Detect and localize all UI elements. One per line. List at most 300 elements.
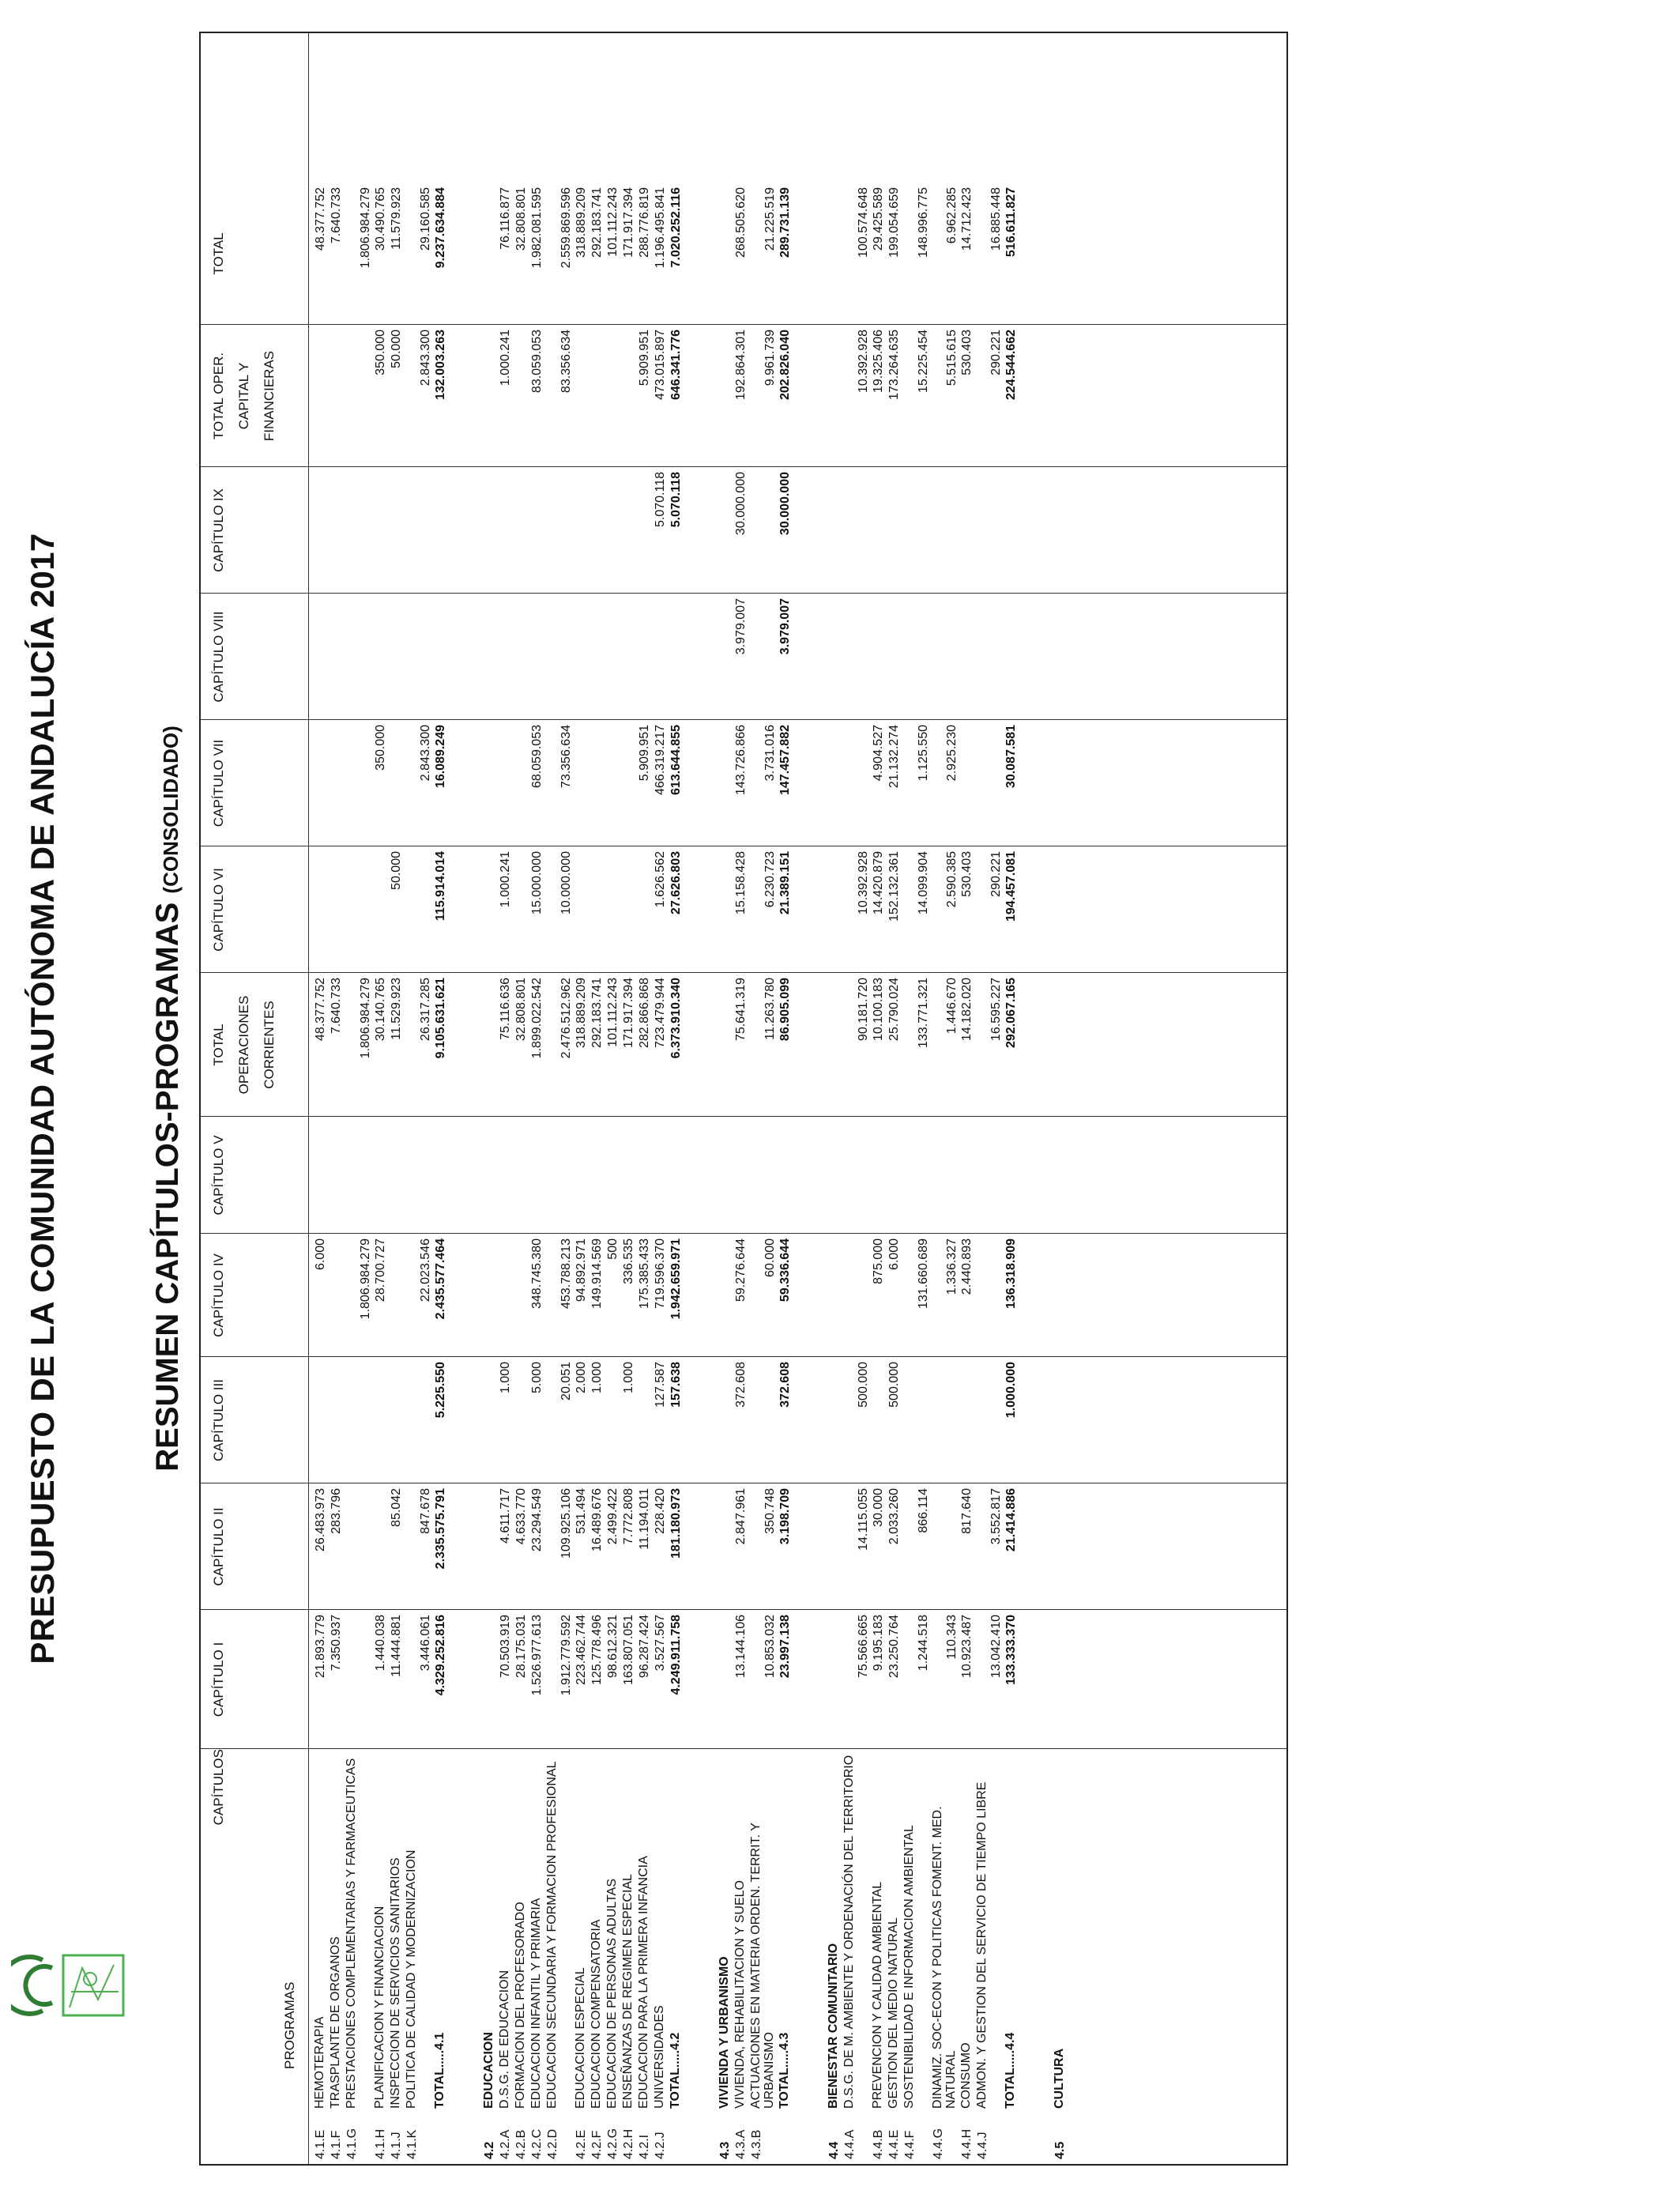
cell-value: 2.435.577.464 [434, 1238, 447, 1320]
cell-value: 350.000 [374, 330, 387, 375]
cell-value: 5.909.951 [638, 330, 651, 386]
cell-value: 75.116.636 [499, 978, 512, 1040]
program-name: SOSTENIBILIDAD E INFORMACION AMBIENTAL [902, 1825, 916, 2109]
column-header: CAPÍTULO VIII [211, 611, 226, 703]
column-divider [201, 972, 1286, 973]
cell-value: 5.225.550 [434, 1362, 447, 1419]
cell-value: 157.638 [669, 1362, 683, 1408]
cell-value: 59.276.644 [734, 1238, 748, 1302]
cell-value: 202.826.040 [778, 330, 792, 400]
cell-value: 23.997.138 [778, 1615, 792, 1679]
cell-value: 76.116.877 [499, 187, 512, 250]
cell-value: 86.905.099 [778, 978, 792, 1042]
program-name: EDUCACION COMPENSATORIA [590, 1919, 603, 2109]
column-header: CAPÍTULO II [211, 1507, 226, 1586]
cell-value: 1.806.984.279 [359, 1238, 372, 1320]
cell-value: 318.889.209 [574, 187, 588, 258]
row-code: 4.2.F [590, 2130, 604, 2159]
program-name: GESTION DEL MEDIO NATURAL [887, 1917, 900, 2109]
cell-value: 136.318.909 [1004, 1238, 1018, 1309]
cell-value: 171.917.394 [622, 978, 635, 1048]
row-code: 4.4.A [843, 2129, 857, 2159]
cell-value: 336.535 [622, 1238, 635, 1284]
cell-value: 1.982.081.595 [530, 187, 544, 269]
cell-value: 1.000 [590, 1362, 604, 1394]
cell-value: 500.000 [857, 1362, 870, 1408]
cell-value: 70.503.919 [499, 1615, 512, 1679]
cell-value: 6.962.285 [945, 187, 959, 244]
cell-value: 21.389.151 [778, 851, 792, 915]
cell-value: 171.917.394 [622, 187, 635, 258]
cell-value: 1.125.550 [917, 725, 930, 782]
cell-value: 4.611.717 [499, 1488, 512, 1544]
total-row-label: TOTAL.....4.4 [1004, 2032, 1017, 2109]
row-code: 4.4.H [960, 2128, 974, 2159]
cell-value: 1.000.241 [499, 330, 512, 386]
column-header: CAPÍTULO V [211, 1135, 226, 1216]
cell-value: 60.000 [763, 1238, 777, 1277]
cell-value: 7.772.808 [622, 1488, 635, 1545]
cell-value: 30.000.000 [734, 472, 748, 536]
cell-value: 85.042 [390, 1488, 403, 1527]
cell-value: 1.000 [622, 1362, 635, 1394]
row-code: 4.2.D [546, 2128, 559, 2159]
cell-value: 1.336.327 [945, 1238, 959, 1295]
cell-value: 1.899.022.542 [530, 978, 544, 1059]
program-name: INSPECCION DE SERVICIOS SANITARIOS [389, 1857, 402, 2109]
cell-value: 27.626.803 [669, 851, 683, 915]
total-row-label: TOTAL.....4.3 [778, 2032, 791, 2109]
cell-value: 875.000 [872, 1238, 885, 1284]
program-name: DINAMIZ. SOC-ECON Y POLITICAS FOMENT. MED. NATURAL [931, 1806, 958, 2109]
cell-value: 75.566.665 [857, 1615, 870, 1679]
cell-value: 7.640.733 [330, 978, 343, 1035]
cell-value: 283.796 [330, 1488, 343, 1534]
cell-value: 2.000 [574, 1362, 588, 1394]
program-name: EDUCACION SECUNDARIA Y FORMACION PROFESIONAL [545, 1761, 559, 2109]
cell-value: 11.263.780 [763, 978, 777, 1040]
cell-value: 11.444.881 [390, 1615, 403, 1677]
cell-value: 132.003.263 [434, 330, 447, 400]
cell-value: 83.356.634 [559, 330, 573, 394]
cell-value: 613.644.855 [669, 725, 683, 795]
cell-value: 3.198.709 [778, 1488, 792, 1545]
program-name: D.S.G. DE M. AMBIENTE Y ORDENACIÓN DEL TERRITORIO [842, 1755, 856, 2109]
cell-value: 2.335.575.791 [434, 1488, 447, 1570]
cell-value: 16.595.227 [989, 978, 1003, 1042]
cell-value: 194.457.081 [1004, 851, 1018, 922]
cell-value: 3.446.061 [419, 1615, 432, 1672]
cell-value: 500.000 [887, 1362, 901, 1408]
cell-value: 3.527.567 [654, 1615, 667, 1672]
cell-value: 530.403 [960, 851, 974, 897]
program-name: VIVIENDA, REHABILITACION Y SUELO [733, 1880, 747, 2109]
cell-value: 94.892.971 [574, 1238, 588, 1302]
cell-value: 20.051 [559, 1362, 573, 1400]
row-code: 4.2.E [574, 2129, 588, 2159]
cell-value: 147.457.882 [778, 725, 792, 795]
row-code: 4.4.G [932, 2128, 945, 2159]
program-name: ENSEÑANZAS DE REGIMEN ESPECIAL [621, 1874, 635, 2109]
row-code: 4.2.J [654, 2132, 667, 2159]
cell-value: 30.490.765 [374, 187, 387, 251]
column-header: CAPÍTULO VI [211, 868, 226, 952]
cell-value: 11.194.011 [638, 1488, 651, 1550]
column-header: CAPÍTULO IX [211, 488, 226, 572]
cell-value: 282.866.868 [638, 978, 651, 1048]
cell-value: 14.115.055 [857, 1488, 870, 1551]
cell-value: 7.020.252.116 [669, 187, 683, 268]
cell-value: 16.089.249 [434, 725, 447, 789]
cell-value: 5.515.615 [945, 330, 959, 386]
row-code: 4.4.J [976, 2132, 989, 2159]
row-code: 4.4 [827, 2141, 841, 2159]
cell-value: 268.505.620 [734, 187, 748, 258]
cell-value: 96.287.424 [638, 1615, 651, 1679]
cell-value: 228.420 [654, 1488, 667, 1534]
row-code: 4.1.J [390, 2132, 403, 2159]
cell-value: 2.440.893 [960, 1238, 974, 1295]
program-name: ADMON. Y GESTION DEL SERVICIO DE TIEMPO LIBRE [975, 1781, 989, 2109]
cell-value: 115.914.014 [434, 851, 447, 922]
cell-value: 719.596.370 [654, 1238, 667, 1309]
cell-value: 73.356.634 [559, 725, 573, 789]
cell-value: 19.325.406 [872, 330, 885, 394]
cell-value: 2.847.961 [734, 1488, 748, 1545]
section-title: CULTURA [1053, 2048, 1066, 2109]
cell-value: 1.912.779.592 [559, 1615, 573, 1696]
cell-value: 98.612.321 [606, 1615, 620, 1679]
header-capitulos: CAPÍTULOS [211, 1749, 226, 1826]
cell-value: 21.893.779 [314, 1615, 327, 1679]
cell-value: 29.425.589 [872, 187, 885, 251]
cell-value: 30.087.581 [1004, 725, 1018, 789]
cell-value: 15.158.428 [734, 851, 748, 915]
cell-value: 6.230.723 [763, 851, 777, 908]
program-name: HEMOTERAPIA [313, 2016, 326, 2109]
cell-value: 5.070.118 [654, 472, 667, 527]
cell-value: 1.196.495.841 [654, 187, 667, 269]
program-name: D.S.G. DE EDUCACION [498, 1970, 511, 2109]
cell-value: 2.499.422 [606, 1488, 620, 1545]
cell-value: 2.843.300 [419, 330, 432, 386]
cell-value: 21.225.519 [763, 187, 777, 251]
subtitle-note: (CONSOLIDADO) [159, 726, 183, 894]
cell-value: 133.771.321 [917, 978, 930, 1048]
cell-value: 292.067.165 [1004, 978, 1018, 1048]
cell-value: 28.700.727 [374, 1238, 387, 1302]
column-divider [201, 466, 1286, 467]
cell-value: 199.054.659 [887, 187, 901, 258]
budget-table [199, 32, 1288, 2166]
cell-value: 21.414.886 [1004, 1488, 1018, 1552]
column-header: CAPÍTULO III [211, 1379, 226, 1461]
cell-value: 372.608 [734, 1362, 748, 1408]
cell-value: 110.343 [945, 1615, 959, 1660]
cell-value: 288.776.819 [638, 187, 651, 258]
row-code: 4.3.B [750, 2129, 763, 2159]
column-header: CAPÍTULO I [211, 1642, 226, 1717]
total-row-label: TOTAL.....4.1 [433, 2032, 446, 2109]
column-divider [201, 1233, 1286, 1234]
cell-value: 125.778.496 [590, 1615, 604, 1685]
row-code: 4.5 [1053, 2141, 1067, 2159]
cell-value: 1.000 [499, 1362, 512, 1394]
cell-value: 109.925.106 [559, 1488, 573, 1559]
cell-value: 1.806.984.279 [359, 978, 372, 1059]
column-divider [201, 1748, 1286, 1749]
cell-value: 101.112.243 [606, 187, 620, 257]
column-divider [201, 1116, 1286, 1117]
row-code: 4.2.A [499, 2129, 512, 2159]
cell-value: 173.264.635 [887, 330, 901, 400]
program-name: EDUCACION ESPECIAL [574, 1967, 587, 2109]
cell-value: 181.180.973 [669, 1488, 683, 1559]
cell-value: 10.923.487 [960, 1615, 974, 1679]
cell-value: 2.843.300 [419, 725, 432, 782]
cell-value: 68.059.053 [530, 725, 544, 789]
program-name: EDUCACION DE PERSONAS ADULTAS [605, 1878, 619, 2109]
cell-value: 3.979.007 [734, 598, 748, 655]
cell-value: 292.183.741 [590, 187, 604, 258]
cell-value: 175.385.433 [638, 1238, 651, 1309]
program-name: PRESTACIONES COMPLEMENTARIAS Y FARMACEUTICAS [345, 1758, 358, 2109]
cell-value: 4.329.252.816 [434, 1615, 447, 1696]
cell-value: 348.745.380 [530, 1238, 544, 1309]
row-code: 4.1.K [405, 2129, 419, 2159]
cell-value: 14.420.879 [872, 851, 885, 915]
cell-value: 2.033.260 [887, 1488, 901, 1545]
column-divider [201, 1356, 1286, 1357]
cell-value: 500 [606, 1238, 620, 1260]
cell-value: 15.225.454 [917, 330, 930, 394]
cell-value: 148.996.775 [917, 187, 930, 258]
program-name: FORMACION DEL PROFESORADO [514, 1902, 527, 2109]
cell-value: 14.712.423 [960, 187, 974, 251]
cell-value: 14.099.904 [917, 851, 930, 915]
cell-value: 223.462.744 [574, 1615, 588, 1685]
cell-value: 372.608 [778, 1362, 792, 1408]
column-divider [201, 1609, 1286, 1610]
row-code: 4.3.A [734, 2129, 748, 2159]
cell-value: 289.731.139 [778, 187, 792, 258]
cell-value: 22.023.546 [419, 1238, 432, 1302]
cell-value: 11.529.923 [390, 978, 403, 1040]
cell-value: 2.559.869.596 [559, 187, 573, 269]
cell-value: 23.250.764 [887, 1615, 901, 1679]
cell-value: 4.249.911.758 [669, 1615, 683, 1695]
cell-value: 30.000.000 [778, 472, 792, 536]
column-header: TOTAL [211, 232, 226, 275]
cell-value: 530.403 [960, 330, 974, 375]
cell-value: 7.350.937 [330, 1615, 343, 1672]
subtitle-text: RESUMEN CAPÍTULOS-PROGRAMAS [150, 902, 185, 1472]
column-header: TOTAL OPERACIONES CORRIENTES [211, 995, 277, 1095]
cell-value: 3.731.016 [763, 725, 777, 782]
cell-value: 2.476.512.962 [559, 978, 573, 1059]
cell-value: 133.333.370 [1004, 1615, 1018, 1685]
column-header: CAPÍTULO VII [211, 739, 226, 827]
row-code: 4.4.E [887, 2129, 901, 2159]
cell-value: 1.446.670 [945, 978, 959, 1035]
column-header: TOTAL OPER. CAPITAL Y FINANCIERAS [211, 350, 277, 442]
cell-value: 5.070.118 [669, 472, 683, 528]
row-code: 4.2 [483, 2141, 496, 2159]
cell-value: 1.526.977.613 [530, 1615, 544, 1696]
program-name: PREVENCION Y CALIDAD AMBIENTAL [871, 1881, 884, 2109]
row-code: 4.2.H [622, 2128, 635, 2159]
cell-value: 318.889.209 [574, 978, 588, 1048]
cell-value: 15.000.000 [530, 851, 544, 915]
cell-value: 13.042.410 [989, 1615, 1003, 1679]
cell-value: 32.808.801 [514, 978, 528, 1042]
program-name: ACTUACIONES EN MATERIA ORDEN. TERRIT. Y URBANISMO [749, 1823, 776, 2109]
cell-value: 10.853.032 [763, 1615, 777, 1679]
cell-value: 292.183.741 [590, 978, 604, 1048]
cell-value: 75.641.319 [734, 978, 748, 1042]
cell-value: 9.195.183 [872, 1615, 885, 1672]
row-code: 4.1.G [345, 2128, 359, 2159]
cell-value: 9.105.631.621 [434, 978, 447, 1059]
cell-value: 16.489.676 [590, 1488, 604, 1552]
cell-value: 350.000 [374, 725, 387, 771]
cell-value: 100.574.648 [857, 187, 870, 258]
row-code: 4.4.F [903, 2130, 917, 2159]
cell-value: 30.140.765 [374, 978, 387, 1042]
cell-value: 531.494 [574, 1488, 588, 1534]
cell-value: 723.479.944 [654, 978, 667, 1048]
header-programas: PROGRAMAS [282, 1981, 297, 2069]
cell-value: 29.160.585 [419, 187, 432, 251]
cell-value: 101.112.243 [606, 978, 620, 1047]
section-title: EDUCACION [482, 2032, 495, 2109]
row-code: 4.4.B [872, 2129, 885, 2159]
cell-value: 50.000 [390, 330, 403, 368]
cell-value: 847.678 [419, 1488, 432, 1534]
row-code: 4.1.H [374, 2128, 387, 2159]
cell-value: 516.611.827 [1004, 187, 1018, 258]
row-code: 4.2.C [530, 2128, 544, 2159]
program-name: TRASPLANTE DE ORGANOS [329, 1936, 342, 2109]
cell-value: 149.914.569 [590, 1238, 604, 1309]
cell-value: 21.132.274 [887, 725, 901, 789]
cell-value: 224.544.662 [1004, 330, 1018, 400]
row-code: 4.2.I [638, 2134, 651, 2159]
cell-value: 4.633.770 [514, 1488, 528, 1545]
cell-value: 23.294.549 [530, 1488, 544, 1552]
cell-value: 48.377.752 [314, 187, 327, 251]
program-name: EDUCACION INFANTIL Y PRIMARIA [529, 1898, 543, 2109]
section-title: VIVIENDA Y URBANISMO [718, 1956, 731, 2109]
cell-value: 1.000.000 [1004, 1362, 1018, 1419]
cell-value: 473.015.897 [654, 330, 667, 400]
cell-value: 26.483.973 [314, 1488, 327, 1552]
cell-value: 3.552.817 [989, 1488, 1003, 1545]
cell-value: 32.808.801 [514, 187, 528, 251]
program-name: PLANIFICACION Y FINANCIACION [373, 1906, 386, 2109]
program-name: CONSUMO [959, 2042, 973, 2109]
cell-value: 1.626.562 [654, 851, 667, 908]
cell-value: 90.181.720 [857, 978, 870, 1042]
cell-value: 127.587 [654, 1362, 667, 1408]
cell-value: 290.221 [989, 330, 1003, 375]
cell-value: 26.317.285 [419, 978, 432, 1042]
column-divider [201, 324, 1286, 325]
cell-value: 10.392.928 [857, 330, 870, 394]
cell-value: 7.640.733 [330, 187, 343, 244]
cell-value: 3.979.007 [778, 598, 792, 655]
column-divider [201, 719, 1286, 720]
cell-value: 13.144.106 [734, 1615, 748, 1679]
cell-value: 466.319.217 [654, 725, 667, 795]
cell-value: 5.000 [530, 1362, 544, 1394]
cell-value: 1.244.518 [917, 1615, 930, 1672]
cell-value: 48.377.752 [314, 978, 327, 1042]
row-code: 4.1.E [314, 2129, 327, 2159]
cell-value: 1.806.984.279 [359, 187, 372, 269]
cell-value: 350.748 [763, 1488, 777, 1534]
cell-value: 5.909.951 [638, 725, 651, 782]
cell-value: 10.100.183 [872, 978, 885, 1042]
cell-value: 10.392.928 [857, 851, 870, 915]
cell-value: 4.904.527 [872, 725, 885, 782]
cell-value: 192.864.301 [734, 330, 748, 400]
cell-value: 14.182.020 [960, 978, 974, 1042]
program-name: UNIVERSIDADES [653, 2005, 666, 2109]
column-header: CAPÍTULO IV [211, 1253, 226, 1337]
cell-value: 143.726.866 [734, 725, 748, 795]
cell-value: 59.336.644 [778, 1238, 792, 1302]
cell-value: 646.341.776 [669, 330, 683, 400]
cell-value: 6.000 [887, 1238, 901, 1271]
cell-value: 866.114 [917, 1488, 930, 1533]
cell-value: 2.925.230 [945, 725, 959, 782]
program-name: EDUCACION PARA LA PRIMERA INFANCIA [637, 1856, 650, 2109]
rotated-page [24, 32, 1620, 2166]
cell-value: 9.237.634.884 [434, 187, 447, 269]
cell-value: 11.579.923 [390, 187, 403, 250]
cell-value: 2.590.385 [945, 851, 959, 908]
cell-value: 10.000.000 [559, 851, 573, 915]
cell-value: 6.000 [314, 1238, 327, 1271]
cell-value: 1.000.241 [499, 851, 512, 908]
cell-value: 28.175.031 [514, 1615, 528, 1679]
cell-value: 290.221 [989, 851, 1003, 897]
page-subtitle [150, 32, 186, 2166]
cell-value: 50.000 [390, 851, 403, 890]
cell-value: 152.132.361 [887, 851, 901, 922]
column-divider [201, 593, 1286, 594]
total-row-label: TOTAL.....4.2 [669, 2032, 682, 2109]
header-divider [308, 33, 309, 2164]
row-code: 4.1.F [330, 2130, 343, 2159]
cell-value: 131.660.689 [917, 1238, 930, 1309]
cell-value: 9.961.739 [763, 330, 777, 386]
cell-value: 25.790.024 [887, 978, 901, 1042]
page-title: PRESUPUESTO DE LA COMUNIDAD AUTÓNOMA DE ANDALUCÍA 2017 [24, 533, 61, 1664]
section-title: BIENESTAR COMUNITARIO [827, 1943, 840, 2109]
cell-value: 83.059.053 [530, 330, 544, 394]
cell-value: 453.788.213 [559, 1238, 573, 1309]
cell-value: 6.373.910.340 [669, 978, 683, 1059]
cell-value: 817.640 [960, 1488, 974, 1534]
program-name: POLITICA DE CALIDAD Y MODERNIZACION [405, 1849, 418, 2109]
cell-value: 16.885.448 [989, 187, 1003, 251]
row-code: 4.3 [718, 2141, 732, 2159]
cell-value: 1.440.038 [374, 1615, 387, 1672]
row-code: 4.2.B [514, 2129, 528, 2159]
cell-value: 30.000 [872, 1488, 885, 1527]
